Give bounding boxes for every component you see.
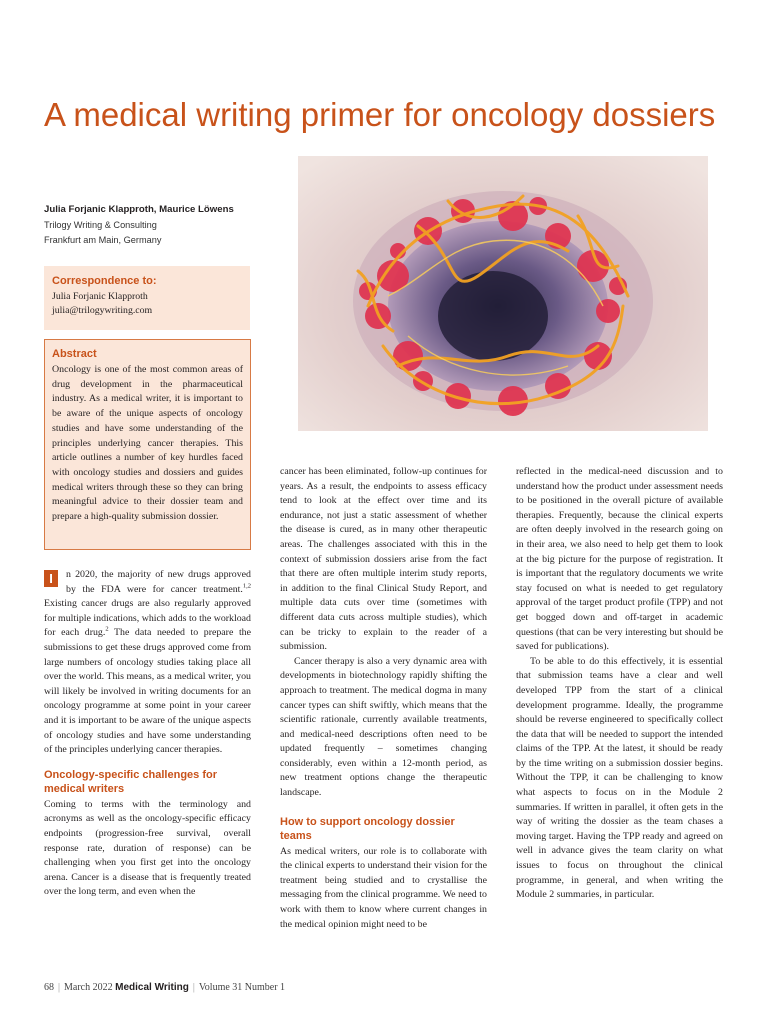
abstract-heading: Abstract bbox=[52, 348, 97, 360]
reference-marker[interactable]: 1,2 bbox=[242, 582, 251, 590]
endpoints-paragraph: cancer has been eliminated, follow-up continues for years. As a result, the endpoints to assess efficacy tend to look at the effect over time and its endurance, not just a static assessment of whether the disease is cured, as in many other therapeutic areas. The challenges associated with this in the context of submission dossiers arise from the fact that there are often multiple interim study reports, in addition to the final Clinical Study Report, and multiple data cuts over time (sometimes with different data cuts across multiple studies), which can be tricky to explain to the reader of a submission. bbox=[280, 466, 487, 653]
correspondence-name: Julia Forjanic Klapproth bbox=[52, 291, 148, 302]
intro-text-c: The data needed to prepare the submissions to get these drugs approved come from large numbers of oncology studies taking place all over the world. This means, as a medical writer, you will likely be involved in writing documents for an oncology programme at some point in your career and it is important to be aware of the unique aspects of oncology studies and have some understanding of the principles underlying cancer therapies. bbox=[44, 627, 252, 756]
affiliation-city: Frankfurt am Main, Germany bbox=[44, 235, 162, 245]
medical-need-paragraph: reflected in the medical-need discussion and to understand how the product under assessment needs to be positioned in the overall picture of available therapies. Frequently, because the clinical experts are often deeply involved in the research going on in their area, we also need to help get them to look at the big picture for the purpose of registration. It is important that the regulatory documents we write stay focused on what is needed to get regulatory approval of the target product profile (TPP) and not get bogged down and off-target in academic questions (that can be very interesting but should be saved for publications). bbox=[516, 466, 723, 653]
author-list: Julia Forjanic Klapproth, Maurice Löwens bbox=[44, 204, 234, 215]
support-paragraph: As medical writers, our role is to collaborate with the clinical experts to understand their vision for the treatment being studied and to crystallise the messaging from the clinical programme. We need to work with them to know where current changes in the medical opinion might need to be bbox=[280, 845, 487, 930]
intro-text-a: n 2020, the majority of new drugs approved by the FDA were for cancer treatment. bbox=[66, 569, 251, 595]
section-heading-challenges: Oncology-specific challenges for medical writers bbox=[44, 768, 217, 795]
drop-cap: I bbox=[44, 570, 58, 587]
correspondence-email[interactable]: julia@trilogywriting.com bbox=[52, 305, 153, 316]
tpp-paragraph: To be able to do this effectively, it is essential that submission teams have a clear and well developed TPP from the start of a clinical development programme. Ideally, the programme should be reverse engineered to specifically collect the data that will be needed to support the intended claims of the TPP. At the latest, it should be ready by the time writing on a submission dossier begins. Without the TPP, it can be challenging to know what aspects to focus on in the Module 2 summaries. If written in parallel, it often gets in the way of writing the dossier as the team chases a moving target. Having the TPP ready and agreed on well in advance gives the team clarity on what issues to focus on throughout the clinical programme, in general, and when writing the Module 2 summaries, in particular. bbox=[516, 655, 723, 901]
correspondence-heading: Correspondence to: bbox=[52, 275, 157, 287]
abstract-box bbox=[44, 339, 251, 550]
journal-name: Medical Writing bbox=[115, 982, 189, 993]
hero-image-cancer-cell bbox=[298, 156, 708, 431]
column-2 bbox=[280, 465, 487, 932]
dynamic-area-paragraph: Cancer therapy is also a very dynamic area with developments in biotechnology rapidly shifting the approach to treatment. The medical dogma in many cancer types can shift swiftly, which means that the scientific rationale, currently available treatments, and medical-need descriptions often need to be updated frequently – sometimes changing considerably, even within a 12-month period, as new treatment options change the therapeutic landscape. bbox=[280, 655, 487, 799]
abstract-text: Oncology is one of the most common areas of drug development in the pharmaceutical industry. As a medical writer, it is important to be aware of the unique aspects of oncology studies and have some understanding of the principles underlying cancer therapies. This article outlines a number of key hurdles faced with oncology studies and dossiers and guides medical writers through these so they can bring meaningful advice to their dossier team and prepare a high-quality submission dossier. bbox=[52, 364, 243, 523]
volume-number: Volume 31 Number 1 bbox=[198, 982, 286, 993]
intro-paragraph bbox=[44, 568, 251, 758]
article-title: A medical writing primer for oncology dossiers bbox=[44, 96, 716, 133]
issue-date: March 2022 bbox=[64, 982, 113, 993]
column-1 bbox=[44, 568, 251, 900]
cancer-cell-illustration bbox=[298, 156, 708, 431]
challenges-paragraph: Coming to terms with the terminology and acronyms as well as the oncology-specific efficacy endpoints (progression-free survival, overall response rate, duration of response) can be challenging when you first get into the oncology arena. Cancer is a disease that is frequently treated over the long term, and even when the bbox=[44, 798, 251, 898]
affiliation-company: Trilogy Writing & Consulting bbox=[44, 220, 157, 230]
intro-text-b: Existing cancer drugs are also regularly approved for multiple indications, which adds to the workload for each drug. bbox=[44, 598, 251, 639]
section-heading-support: How to support oncology dossier teams bbox=[280, 815, 455, 842]
page-number: 68 bbox=[44, 982, 54, 993]
reference-marker[interactable]: 2 bbox=[105, 626, 109, 634]
correspondence-box bbox=[44, 266, 250, 330]
page-footer: 68 | March 2022 Medical Writing | Volume 31 Number 1 bbox=[44, 982, 286, 993]
column-3 bbox=[516, 465, 723, 903]
